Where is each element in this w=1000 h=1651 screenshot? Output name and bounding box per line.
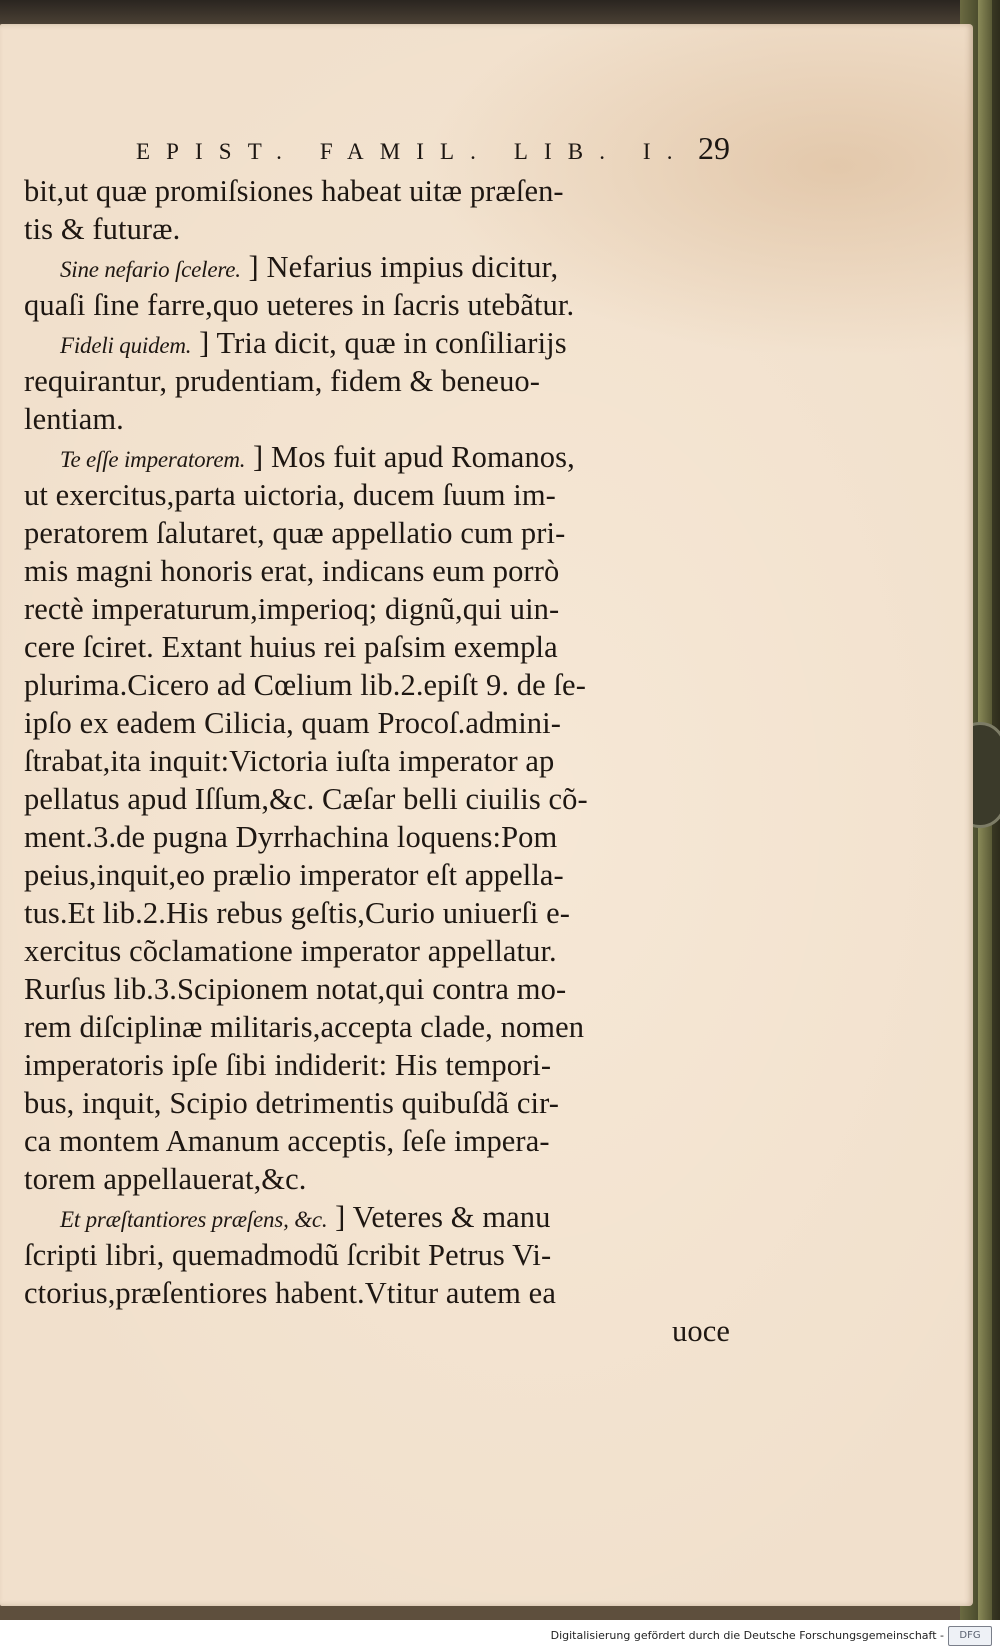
line-text: plurima.Cicero ad Cœlium lib.2.epiſt 9. de ſe- [24,668,586,702]
line-text: imperatoris ipſe ſibi indiderit: His tempori- [24,1048,552,1082]
line-text: cere ſciret. Extant huius rei paſsim exempla [24,630,558,664]
text-line [24,400,730,438]
line-text: ment.3.de pugna Dyrrhachina loquens:Pom [24,820,558,854]
line-text: ipſo ex eadem Cilicia, quam Procoſ.admini- [24,706,561,740]
line-text: peratorem ſalutaret, quæ appellatio cum pri- [24,516,566,550]
text-line [24,324,730,362]
funding-credit: Digitalisierung gefördert durch die Deutsche Forschungsgemeinschaft - [550,1629,944,1642]
text-line [24,286,730,324]
book-top-edge [0,0,1000,24]
digitization-footer [0,1620,1000,1651]
line-text: bit,ut quæ promiſsiones habeat uitæ præſen- [24,174,564,208]
text-line [24,438,730,476]
text-line [24,818,730,856]
text-line [24,932,730,970]
text-line [24,780,730,818]
line-text: ] Veteres & manu [335,1200,551,1234]
line-text: torem appellauerat,&c. [24,1162,307,1196]
text-line [24,704,730,742]
page-number: 29 [698,130,730,166]
line-text: ut exercitus,parta uictoria, ducem ſuum im- [24,478,556,512]
line-text: rem diſciplinæ militaris,accepta clade, nomen [24,1010,585,1044]
line-text: ſtrabat,ita inquit:Victoria iuſta imperator ap [24,744,555,778]
body-text [24,172,730,1350]
line-text: peius,inquit,eo prælio imperator eſt appella- [24,858,564,892]
line-text: tis & futuræ. [24,212,181,246]
text-line [24,970,730,1008]
text-line [24,1274,730,1312]
line-text: quaſi ſine farre,quo ueteres in ſacris utebãtur. [24,288,575,322]
line-text: requirantur, prudentiam, fidem & beneuo- [24,364,541,398]
text-line [24,666,730,704]
line-text: mis magni honoris erat, indicans eum porrò [24,554,560,588]
line-text: bus, inquit, Scipio detrimentis quibuſdã cir- [24,1086,560,1120]
lemma: Te eſſe imperatorem. [60,447,246,472]
line-text: ca montem Amanum acceptis, ſeſe impera- [24,1124,550,1158]
lemma: Fideli quidem. [60,333,192,358]
line-text: pellatus apud Iſſum,&c. Cæſar belli ciuilis cõ- [24,782,588,816]
text-line [24,1160,730,1198]
text-line [24,590,730,628]
line-text: ctorius,præſentiores habent.Vtitur autem ea [24,1276,556,1310]
lemma: Sine nefario ſcelere. [60,257,241,282]
line-text: Rurſus lib.3.Scipionem notat,qui contra mo- [24,972,567,1006]
line-text: ] Nefarius impius dicitur, [248,250,559,284]
text-line [24,742,730,780]
text-line [24,248,730,286]
text-line [24,362,730,400]
text-line [24,1084,730,1122]
text-line [24,856,730,894]
catchword: uoce [672,1314,730,1348]
line-text: ] Mos fuit apud Romanos, [253,440,575,474]
text-line [24,552,730,590]
line-text: lentiam. [24,402,124,436]
text-line [24,476,730,514]
text-line [24,1046,730,1084]
text-line [24,514,730,552]
line-text: rectè imperaturum,imperioq; dignũ,qui uin- [24,592,560,626]
text-line [24,1122,730,1160]
text-line [24,894,730,932]
running-head: EPIST. FAMIL. LIB. I. [136,139,689,164]
text-line [24,1236,730,1274]
line-text: ſcripti libri, quemadmodũ ſcribit Petrus Vi- [24,1238,552,1272]
lemma: Et præſtantiores præſens, &c. [60,1207,328,1232]
text-line [24,210,730,248]
line-text: xercitus cõclamatione imperator appellatur. [24,934,557,968]
line-text: tus.Et lib.2.His rebus geſtis,Curio uniuerſi e- [24,896,571,930]
line-text: ] Tria dicit, quæ in conſiliarijs [199,326,567,360]
text-line [24,1008,730,1046]
book-page [0,24,973,1606]
dfg-logo: DFG [948,1626,992,1646]
text-line [24,172,730,210]
text-line [24,1198,730,1236]
text-line [24,628,730,666]
